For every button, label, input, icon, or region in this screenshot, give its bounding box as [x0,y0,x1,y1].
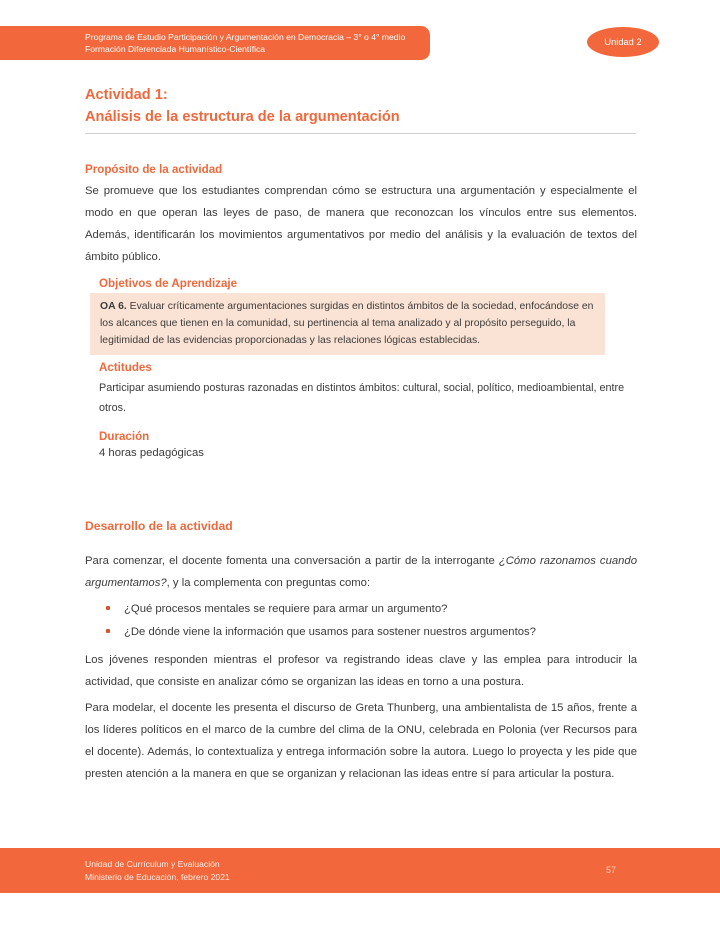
duracion-body: 4 horas pedagógicas [99,447,204,459]
oa-text: Evaluar críticamente argumentaciones surgidas en distintos ámbitos de la sociedad, enfocándose en los alcances que tienen en la comunidad, su pertinencia al tema analizado y al propósito perseguido, la legitimidad de las evidencias proporcionadas y las relaciones lógicas establecidas. [100,301,594,346]
activity-title [85,84,636,128]
activity-title-line2: Análisis de la estructura de la argumentación [85,109,400,125]
header-program-line2: Formación Diferenciada Humanístico-Científica [85,44,266,54]
desarrollo-paragraph-3: Para modelar, el docente les presenta el discurso de Greta Thunberg, una ambientalista de 15 años, frente a los líderes políticos en el marco de la cumbre del clima de la ONU, celebrada en Polonia (ver Recursos para el docente). Además, lo contextualiza y entrega información sobre la autora. Luego lo proyecta y les pide que presten atención a la manera en que se organizan y relacionan las ideas entre sí para articular la postura. [85,702,637,780]
desarrollo-paragraph-2: Los jóvenes responden mientras el profesor va registrando ideas clave y las emplea para introducir la actividad, que consiste en analizar cómo se organizan las ideas en torno a una postura. [85,654,637,688]
objetivos-heading: Objetivos de Aprendizaje [99,277,238,290]
oa-highlight-box [90,293,605,355]
actitudes-body: Participar asumiendo posturas razonadas en distintos ámbitos: cultural, social, político, medioambiental, entre otros. [99,382,625,414]
list-item [106,621,626,644]
desarrollo-paragraph-1 [85,550,637,594]
header-program-banner [0,26,430,60]
footer-banner [0,848,720,893]
bullet-icon [106,606,110,610]
unit-badge [587,27,659,57]
duracion-heading: Duración [99,430,150,443]
bullet-text: ¿Qué procesos mentales se requiere para armar un argumento? [124,603,448,615]
title-divider [85,133,636,134]
proposito-body: Se promueve que los estudiantes comprendan cómo se estructura una argumentación y especialmente el modo en que operan las leyes de paso, de manera que reconozcan los vínculos entre sus elementos. Además, identificarán los movimientos argumentativos por medio del análisis y la evaluación de textos del ámbito público. [85,185,637,263]
unit-badge-label: Unidad 2 [604,37,642,47]
question-bullet-list [106,598,626,644]
footer-line1: Unidad de Currículum y Evaluación [85,858,220,869]
para1-question-italic: ¿Cómo razonamos cuando argumentamos? [85,555,637,589]
list-item [106,598,626,621]
header-program-line1: Programa de Estudio Participación y Argumentación en Democracia – 3° o 4° medio [85,31,406,42]
oa-label: OA 6. [100,301,127,312]
proposito-heading: Propósito de la actividad [85,163,223,176]
para1-pre: Para comenzar, el docente fomenta una conversación a partir de la interrogante [85,555,499,567]
actitudes-heading: Actitudes [99,361,152,374]
desarrollo-heading: Desarrollo de la actividad [85,519,233,533]
activity-title-line1: Actividad 1: [85,87,168,103]
footer-line2: Ministerio de Educación, febrero 2021 [85,871,230,882]
para1-post: , y la complementa con preguntas como: [166,577,371,589]
page-number: 57 [606,865,617,875]
bullet-icon [106,629,110,633]
bullet-text: ¿De dónde viene la información que usamos para sostener nuestros argumentos? [124,626,536,638]
